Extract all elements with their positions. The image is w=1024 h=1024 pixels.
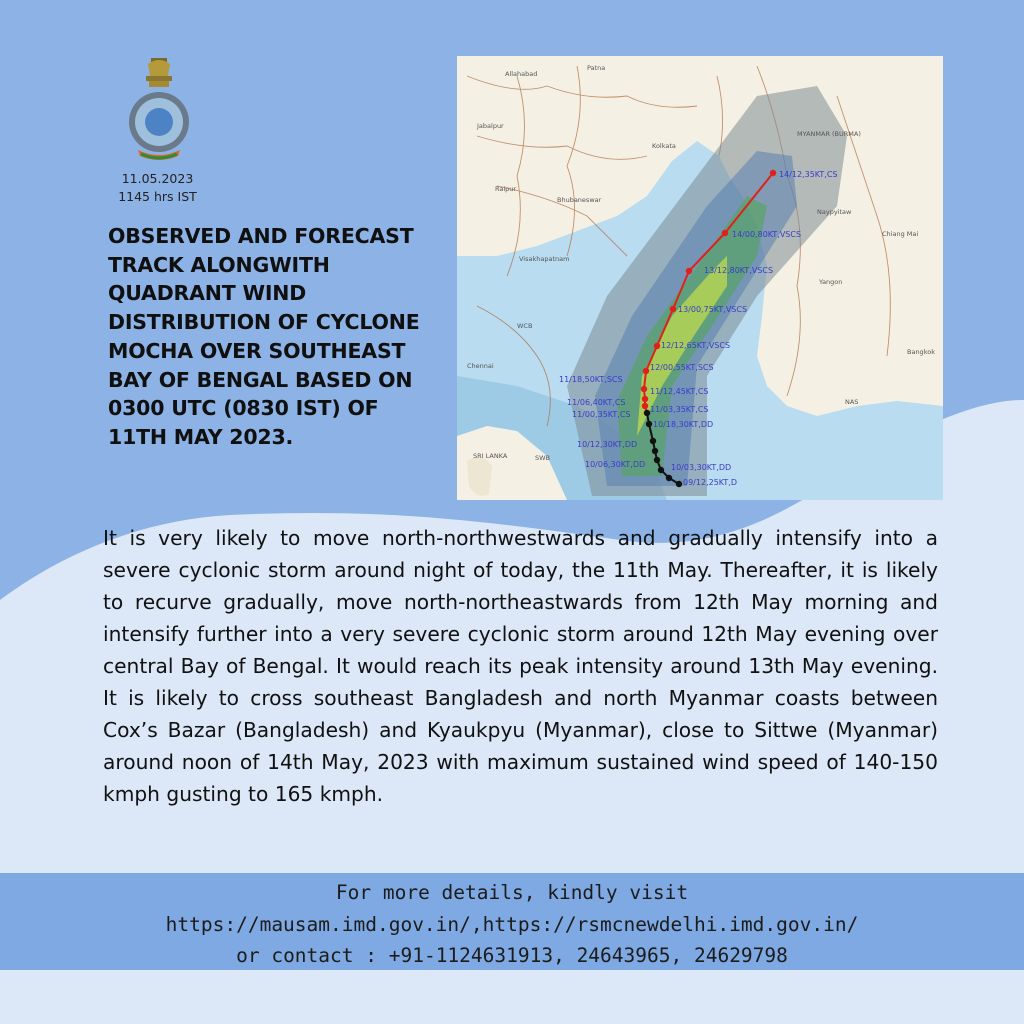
- place-label: Raipur: [495, 185, 517, 193]
- forecast-track-point: [641, 386, 647, 392]
- forecast-description: It is very likely to move north-northwestwards and gradually intensify into a severe cyclonic storm around night of today, the 11th May. Thereafter, it is likely to recurve gradually, move north-northeastwards from 12th May morning and intensify further into a very severe cyclonic storm around 12th May evening over central Bay of Bengal. It would reach its peak intensity around 13th May evening. It is likely to cross southeast Bangladesh and north Myanmar coasts between Cox’s Bazar (Bangladesh) and Kyaukpyu (Myanmar), close to Sittwe (Myanmar) around noon of 14th May, 2023 with maximum sustained wind speed of 140-150 kmph gusting to 165 kmph.: [103, 526, 938, 806]
- place-label: Patna: [587, 64, 606, 72]
- issue-date: 11.05.2023: [121, 171, 194, 186]
- place-label: Chiang Mai: [882, 230, 919, 238]
- track-label: 14/00,80KT,VSCS: [732, 230, 802, 239]
- place-label: Naypyitaw: [817, 208, 852, 216]
- forecast-track-point: [722, 230, 728, 236]
- observed-track-point: [654, 457, 660, 463]
- forecast-track-point: [654, 343, 660, 349]
- track-label: 13/00,75KT,VSCS: [678, 305, 748, 314]
- footer-line-1: For more details, kindly visit: [335, 881, 689, 904]
- issue-datetime: [100, 170, 215, 206]
- place-label: Bangkok: [907, 348, 935, 356]
- issue-time: 1145 hrs IST: [118, 189, 197, 204]
- observed-track-point: [650, 438, 656, 444]
- track-label: 11/03,35KT,CS: [650, 405, 709, 414]
- region-label: WCB: [517, 322, 533, 330]
- forecast-track-point: [642, 396, 648, 402]
- contact-footer: [0, 877, 1024, 972]
- track-label: 12/12,65KT,VSCS: [661, 341, 731, 350]
- imd-emblem: [124, 56, 194, 166]
- track-label: 10/03,30KT,DD: [671, 463, 732, 472]
- track-label: 11/12,45KT,CS: [650, 387, 709, 396]
- track-label: 11/06,40KT,CS: [567, 398, 626, 407]
- track-label: 11/18,50KT,SCS: [559, 375, 623, 384]
- place-label: Jabalpur: [477, 122, 504, 130]
- observed-track-point: [658, 467, 664, 473]
- forecast-track-point: [770, 170, 776, 176]
- observed-track-point: [646, 421, 652, 427]
- place-label: MYANMAR (BURMA): [797, 130, 861, 138]
- forecast-track-point: [642, 403, 648, 409]
- footer-urls[interactable]: https://mausam.imd.gov.in/,https://rsmcnewdelhi.imd.gov.in/: [165, 912, 859, 936]
- bulletin-title: OBSERVED AND FORECAST TRACK ALONGWITH QUADRANT WIND DISTRIBUTION OF CYCLONE MOCHA OVER SOUTHEAST BAY OF BENGAL BASED ON 0300 UTC (0830 IST) OF 11TH MAY 2023.: [108, 224, 420, 449]
- observed-track-point: [666, 475, 672, 481]
- place-label: Chennai: [467, 362, 494, 370]
- region-label: NAS: [845, 398, 859, 406]
- cyclone-track-map: [457, 56, 943, 500]
- region-label: SWB: [535, 454, 551, 462]
- observed-track-point: [652, 448, 658, 454]
- footer-contact: or contact : +91-1124631913, 24643965, 24629798: [236, 944, 788, 967]
- track-label: 10/06,30KT,DD: [585, 460, 646, 469]
- track-label: 10/18,30KT,DD: [653, 420, 714, 429]
- place-label: SRI LANKA: [473, 452, 508, 460]
- track-label: 14/12,35KT,CS: [779, 170, 838, 179]
- track-label: 09/12,25KT,D: [683, 478, 737, 487]
- place-label: Kolkata: [652, 142, 676, 150]
- forecast-track-point: [686, 268, 692, 274]
- lion-capital-icon: [146, 58, 172, 87]
- forecast-track-point: [670, 306, 676, 312]
- track-label: 10/12,30KT,DD: [577, 440, 638, 449]
- observed-track-point: [676, 481, 682, 487]
- place-label: Bhubaneswar: [557, 196, 602, 204]
- forecast-track-point: [643, 368, 649, 374]
- track-label: 12/00,55KT,SCS: [650, 363, 714, 372]
- place-label: Allahabad: [505, 70, 538, 78]
- track-label: 13/12,80KT,VSCS: [704, 266, 774, 275]
- track-label: 11/00,35KT,CS: [572, 410, 631, 419]
- place-label: Yangon: [819, 278, 843, 286]
- place-label: Visakhapatnam: [519, 255, 570, 263]
